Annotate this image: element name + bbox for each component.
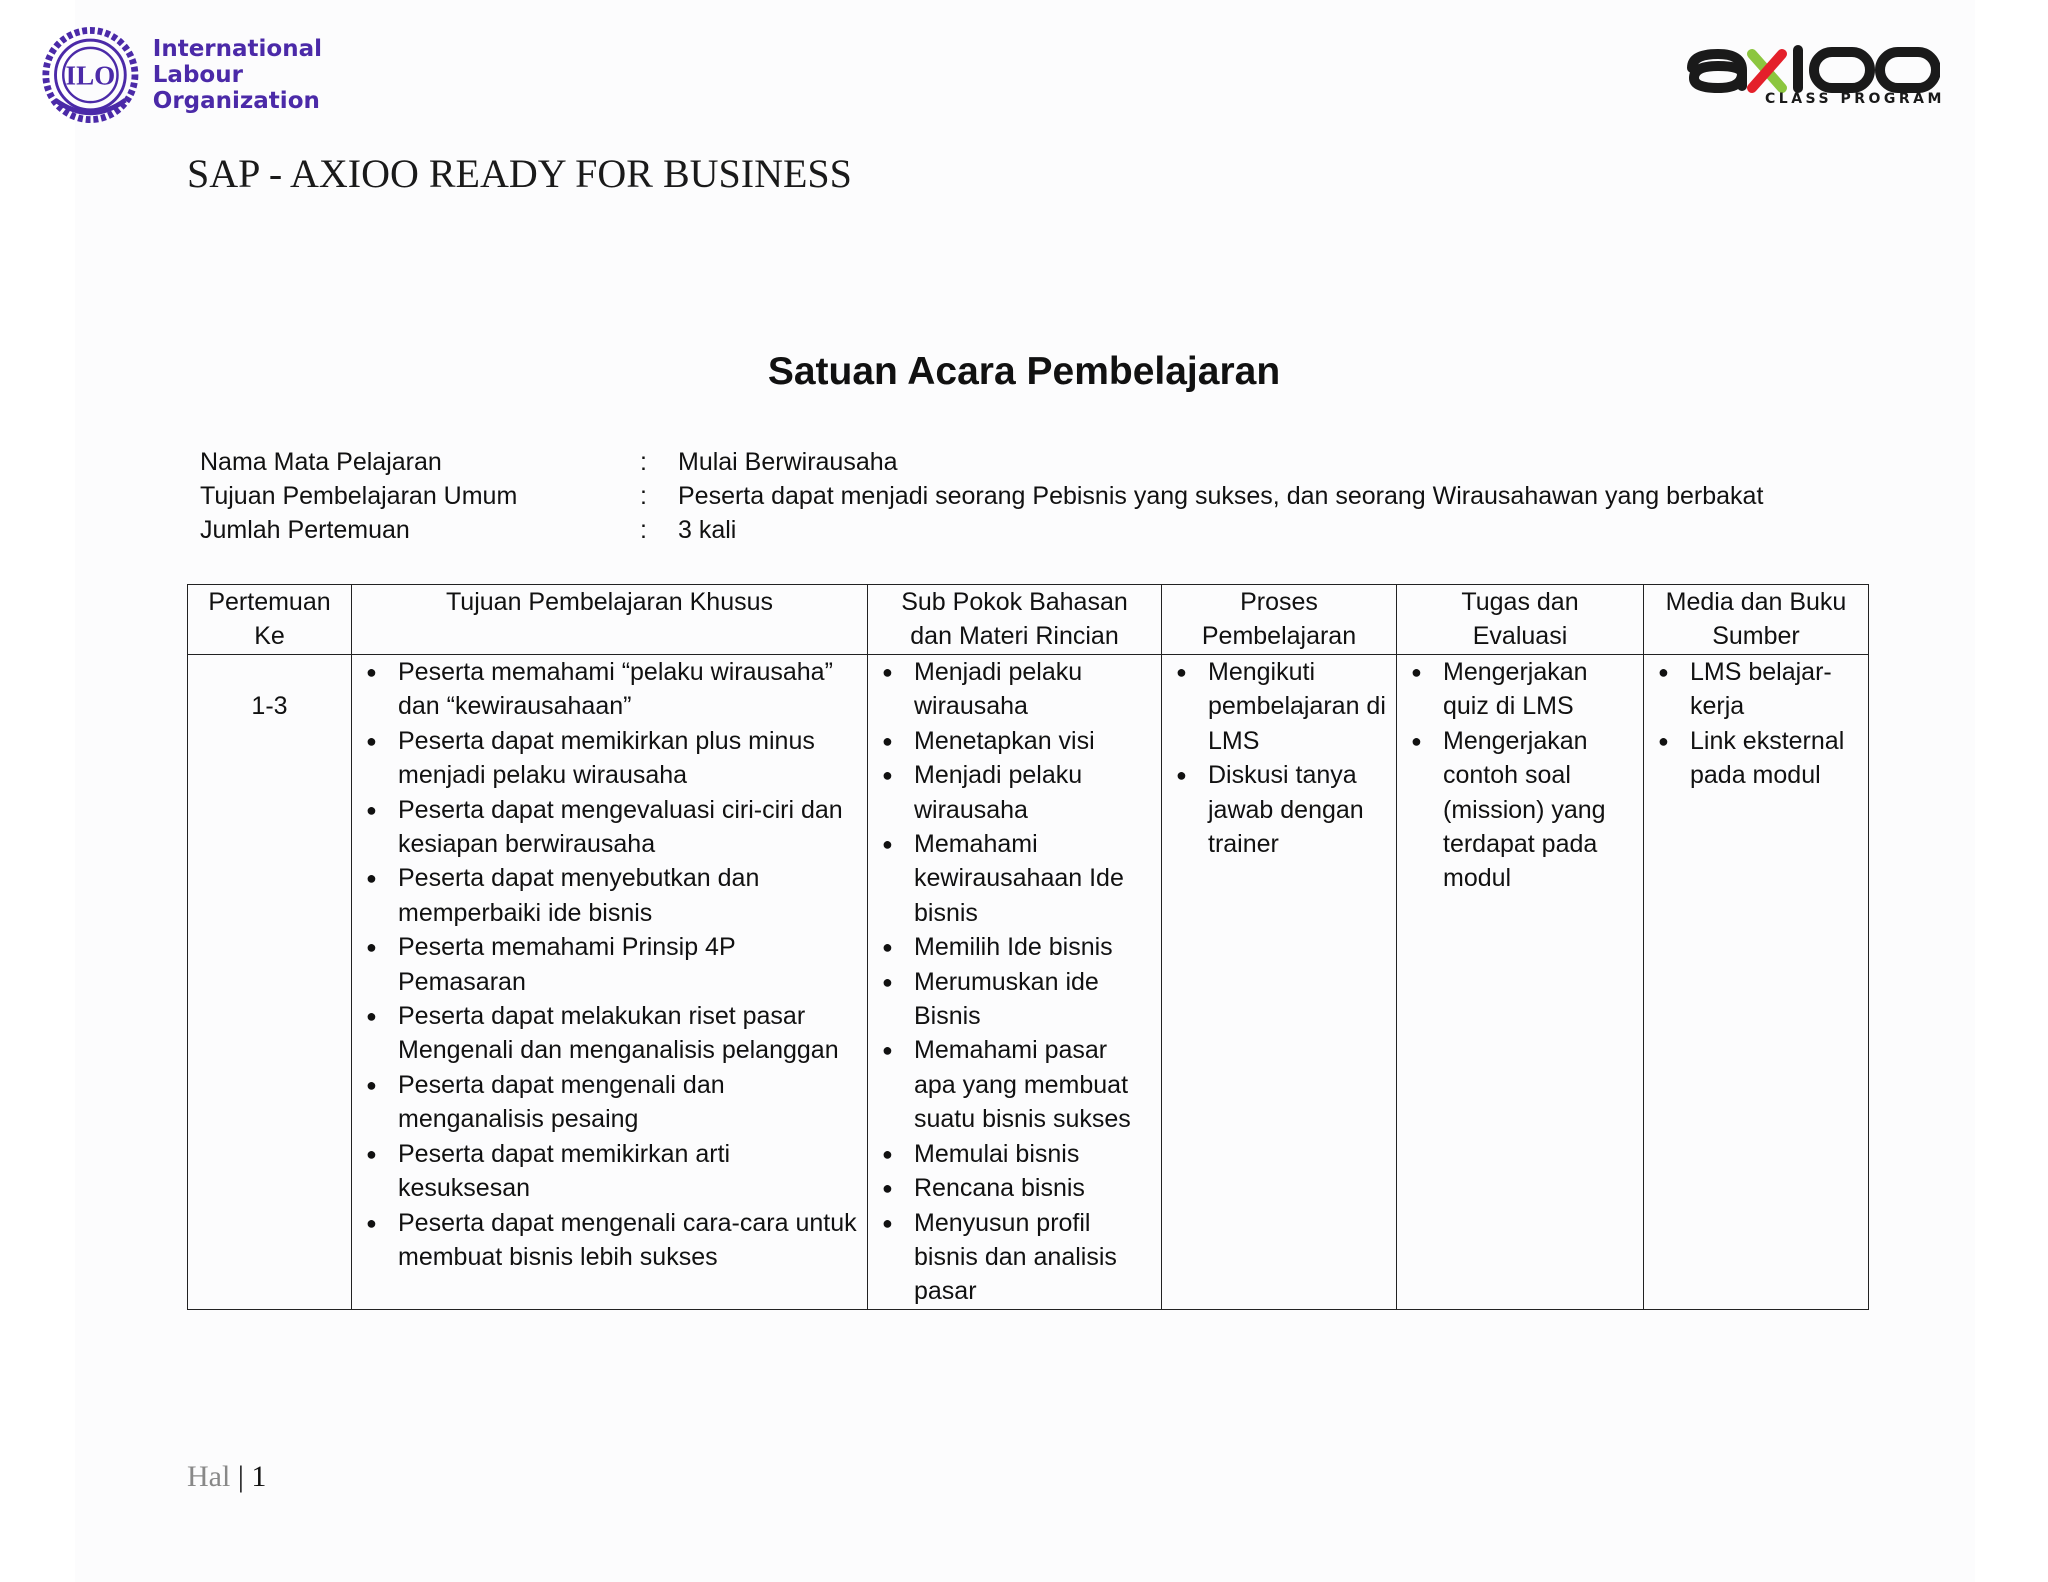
- sub-pokok-list: [868, 655, 1161, 1309]
- page-number: 1: [251, 1460, 267, 1493]
- list-item: ● Menyusun profil bisnis dan analisis pasar: [868, 1206, 1155, 1309]
- header-proses: [1162, 585, 1397, 655]
- meta-colon: :: [640, 516, 647, 544]
- meta-row: [200, 479, 1763, 513]
- document-header: SAP - AXIOO READY FOR BUSINESS: [187, 151, 852, 196]
- cell-tujuan-khusus: [352, 655, 868, 1310]
- footer-hal: Hal: [187, 1460, 231, 1493]
- list-item: ● Menjadi pelaku wirausaha: [868, 758, 1155, 827]
- header-line: Media dan Buku: [1665, 588, 1847, 616]
- list-item: ● LMS belajar-kerja: [1644, 655, 1862, 724]
- header-line: Pertemuan: [208, 588, 331, 616]
- meta-label: Jumlah Pertemuan: [200, 516, 410, 544]
- list-item: ● Mengerjakan quiz di LMS: [1397, 655, 1637, 724]
- meta-label: Nama Mata Pelajaran: [200, 448, 442, 476]
- list-item: ● Menetapkan visi: [868, 724, 1155, 758]
- ilo-word-2: Labour: [152, 61, 243, 88]
- cell-pertemuan: 1-3: [188, 655, 352, 1310]
- ilo-emblem-text: ILO: [65, 60, 116, 91]
- list-item: ● Mengerjakan contoh soal (mission) yang terdapat pada modul: [1397, 724, 1637, 896]
- list-item: ● Memahami pasar apa yang membuat suatu bisnis sukses: [868, 1033, 1155, 1136]
- document-meta: [200, 445, 1763, 547]
- list-item: ● Peserta dapat mengenali cara-cara untuk membuat bisnis lebih sukses: [352, 1206, 861, 1275]
- list-item: ● Rencana bisnis: [868, 1171, 1155, 1205]
- header-line: dan Materi Rincian: [910, 622, 1119, 651]
- header-line: Tujuan Pembelajaran Khusus: [445, 588, 774, 616]
- list-item: ● Peserta dapat memikirkan arti kesuksesan: [352, 1137, 861, 1206]
- axioo-subtitle: CLASS PROGRAM: [1765, 91, 1945, 107]
- cell-sub-pokok: [868, 655, 1162, 1310]
- list-item: ● Memahami kewirausahaan Ide bisnis: [868, 827, 1155, 930]
- meta-label: Tujuan Pembelajaran Umum: [200, 482, 518, 510]
- header-line: Ke: [254, 622, 285, 651]
- axioo-logo: [1680, 40, 1940, 120]
- tugas-list: [1397, 655, 1643, 896]
- meta-colon: :: [640, 448, 647, 476]
- list-item: ● Peserta dapat mengevaluasi ciri-ciri dan kesiapan berwirausaha: [352, 793, 861, 862]
- list-item: ● Diskusi tanya jawab dengan trainer: [1162, 758, 1390, 861]
- header-line: Tugas dan: [1461, 588, 1579, 616]
- header-line: Pembelajaran: [1201, 622, 1357, 651]
- media-list: [1644, 655, 1868, 793]
- tujuan-khusus-list: [352, 655, 867, 1274]
- ilo-word-3: Organization: [152, 87, 320, 114]
- meta-value: Mulai Berwirausaha: [678, 448, 898, 476]
- table-header-row: [188, 585, 1869, 655]
- ilo-logo: [40, 22, 322, 127]
- list-item: ● Peserta dapat memikirkan plus minus menjadi pelaku wirausaha: [352, 724, 861, 793]
- header-tugas: [1397, 585, 1644, 655]
- meta-row: [200, 445, 1763, 479]
- header-line: Proses: [1240, 588, 1318, 616]
- page-footer: [187, 1460, 266, 1494]
- proses-list: [1162, 655, 1396, 861]
- header-line: Evaluasi: [1472, 622, 1568, 651]
- header-tujuan-khusus: [352, 585, 868, 655]
- list-item: ● Merumuskan ide Bisnis: [868, 965, 1155, 1034]
- header-line: Sumber: [1712, 622, 1800, 651]
- list-item: ● Peserta memahami “pelaku wirausaha” dan “kewirausahaan”: [352, 655, 861, 724]
- list-item: ● Menjadi pelaku wirausaha: [868, 655, 1155, 724]
- header-pertemuan: [188, 585, 352, 655]
- ilo-word-1: International: [152, 35, 322, 62]
- ilo-emblem-icon: [40, 23, 141, 127]
- cell-tugas: [1397, 655, 1644, 1310]
- list-item: ● Link eksternal pada modul: [1644, 724, 1862, 793]
- footer-separator: |: [237, 1460, 244, 1493]
- meta-value: Peserta dapat menjadi seorang Pebisnis yang sukses, dan seorang Wirausahawan yang berbakat: [678, 482, 1764, 510]
- list-item: ● Peserta memahami Prinsip 4P Pemasaran: [352, 930, 861, 999]
- header-media: [1644, 585, 1869, 655]
- meta-colon: :: [640, 482, 647, 510]
- sap-table: [187, 584, 1869, 1310]
- cell-proses: [1162, 655, 1397, 1310]
- ilo-wordmark: [153, 36, 322, 114]
- list-item: ● Mengikuti pembelajaran di LMS: [1162, 655, 1390, 758]
- header-line: Sub Pokok Bahasan: [901, 588, 1128, 616]
- table-row: [188, 655, 1869, 1310]
- list-item: ● Peserta dapat mengenali dan menganalisis pesaing: [352, 1068, 861, 1137]
- cell-media: [1644, 655, 1869, 1310]
- list-item: ● Peserta dapat melakukan riset pasar Mengenali dan menganalisis pelanggan: [352, 999, 861, 1068]
- list-item: ● Peserta dapat menyebutkan dan memperbaiki ide bisnis: [352, 861, 861, 930]
- header-sub-pokok: [868, 585, 1162, 655]
- list-item: ● Memulai bisnis: [868, 1137, 1155, 1171]
- document-title: Satuan Acara Pembelajaran: [767, 350, 1281, 393]
- meta-row: [200, 513, 1763, 547]
- meta-value: 3 kali: [678, 516, 737, 544]
- list-item: ● Memilih Ide bisnis: [868, 930, 1155, 964]
